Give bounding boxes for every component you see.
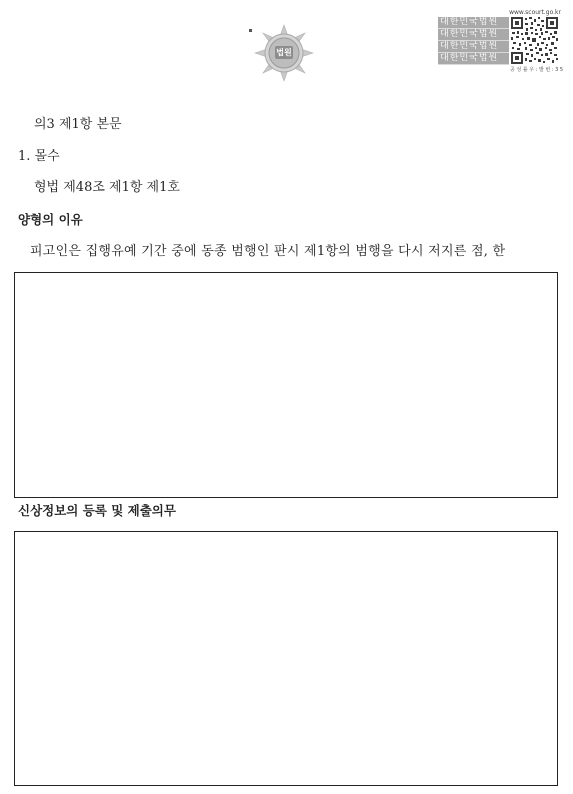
registration-section-title: 신상정보의 등록 및 제출의무 <box>18 503 176 518</box>
redacted-box-1 <box>14 272 558 498</box>
sentencing-reason-title: 양형의 이유 <box>18 212 83 227</box>
watermark-band-2: 대한민국법원 <box>438 29 509 40</box>
watermark-band-4: 대한민국법원 <box>438 53 509 64</box>
watermark-caption: 공 성 률 우 : 발 번 : 3 5 <box>510 67 564 73</box>
statute-line: 의3 제1항 본문 <box>34 117 122 132</box>
watermark-bands <box>438 17 509 65</box>
confiscation-statute: 형법 제48조 제1항 제1호 <box>34 180 180 195</box>
court-seal-label: 법원 <box>276 48 292 57</box>
watermark-band-1: 대한민국법원 <box>438 17 509 28</box>
qr-code-icon <box>510 16 559 65</box>
sentencing-reason-text: 피고인은 집행유예 기간 중에 동종 범행인 판시 제1항의 범행을 다시 저지른 점, 한 <box>30 244 506 259</box>
court-watermark <box>438 9 564 76</box>
court-seal-icon <box>253 22 315 84</box>
scan-dot <box>249 29 252 32</box>
watermark-band-3: 대한민국법원 <box>438 41 509 52</box>
confiscation-heading: 1. 몰수 <box>18 149 60 164</box>
redacted-box-2 <box>14 531 558 786</box>
watermark-url: www.scourt.go.kr <box>509 9 561 16</box>
